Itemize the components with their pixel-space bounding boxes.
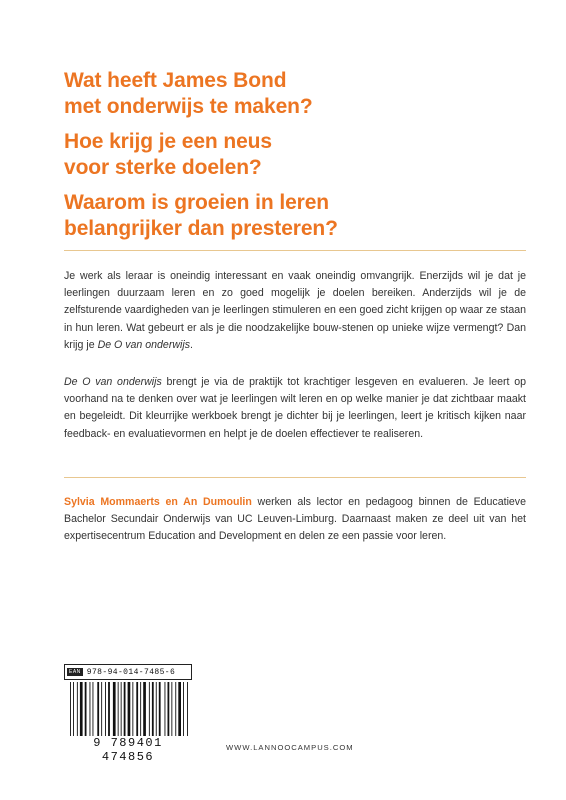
publisher-website: WWW.LANNOOCAMPUS.COM: [226, 743, 354, 752]
divider-bottom: [64, 477, 526, 478]
author-names: Sylvia Mommaerts en An Dumoulin: [64, 496, 252, 508]
intro-end: .: [190, 338, 193, 351]
barcode-bar: [101, 682, 102, 744]
barcode-bar: [156, 682, 157, 744]
barcode-bar: [171, 682, 172, 744]
question-1: Wat heeft James Bond met onderwijs te maken?: [64, 69, 313, 118]
barcode-bar: [175, 682, 176, 744]
barcode-bar: [73, 682, 74, 744]
ean-tag: EAN: [69, 669, 81, 675]
ean-number: 9 789401 474856: [64, 736, 192, 752]
intro-paragraph: [64, 268, 526, 354]
barcode-bar: [108, 682, 110, 744]
description-text: brengt je via de praktijk tot krachtiger lesgeven en evalueren. Je leert op voorhand na te denken over wat je leerlingen wilt leren en op welke manier je dat zichtbaar maakt en begeleidt. Dit kleurrijke werkboek brengt je dichter bij je leerlingen, leert je kritisch kijken naar feedback- en evaluatievormen en helpt je de doelen effectiever te realiseren.: [64, 376, 526, 440]
barcode-bar: [149, 682, 150, 744]
barcode-bar: [168, 682, 170, 744]
barcode-bar: [178, 682, 181, 744]
barcode-bar: [105, 682, 106, 744]
barcode-bar: [121, 682, 122, 744]
barcode-bar: [93, 682, 94, 744]
isbn-label: [64, 664, 192, 680]
barcode-bars: [64, 682, 192, 744]
barcode-bar: [113, 682, 116, 744]
description-paragraph: [64, 374, 526, 443]
isbn-number: 978-94-014-7485-6: [86, 667, 176, 677]
barcode-bar: [97, 682, 99, 744]
barcode-bar: [132, 682, 133, 744]
book-title: De O van onderwijs: [64, 376, 162, 388]
intro-text: Je werk als leraar is oneindig interessant en vaak oneindig omvangrijk. Enerzijds wil je dat je leerlingen duurzaam leren en zo goed mogelijk je doelen bereiken. Anderzijds wil je de zelfsturende vaardigheden van je leerlingen stimuleren en een goed zicht krijgen op waar ze staan in hun leren. Wat gebeurt er als je die noodzakelijke bouw-stenen op unieke wijze vermengt? Dan krijg je: [64, 270, 526, 351]
barcode-bar: [165, 682, 166, 744]
barcode-bar: [136, 682, 138, 744]
barcode-bar: [124, 682, 126, 744]
barcode-bar: [152, 682, 154, 744]
barcode-bar: [159, 682, 161, 744]
barcode-bar: [85, 682, 87, 744]
barcode-bar: [77, 682, 78, 744]
book-title: De O van onderwijs: [97, 338, 191, 351]
barcode: [64, 664, 192, 764]
headline-questions: [64, 68, 524, 251]
divider-top: [64, 250, 526, 251]
barcode-bar: [183, 682, 184, 744]
author-bio: werken als lector en pedagoog binnen de Educatieve Bachelor Secundair Onderwijs van UC Leuven-Limburg. Daarnaast maken ze deel uit van het expertisecentrum Education and Development en delen ze een passie voor leren.: [64, 496, 526, 543]
question-3: Waarom is groeien in leren belangrijker dan presteren?: [64, 191, 338, 240]
barcode-bar: [90, 682, 91, 744]
barcode-bar: [70, 682, 71, 744]
question-2: Hoe krijg je een neus voor sterke doelen?: [64, 130, 272, 179]
barcode-bar: [128, 682, 131, 744]
barcode-bar: [140, 682, 141, 744]
barcode-bar: [118, 682, 119, 744]
barcode-bar: [80, 682, 83, 744]
barcode-bar: [143, 682, 146, 744]
author-paragraph: [64, 494, 526, 546]
barcode-bar: [187, 682, 188, 744]
